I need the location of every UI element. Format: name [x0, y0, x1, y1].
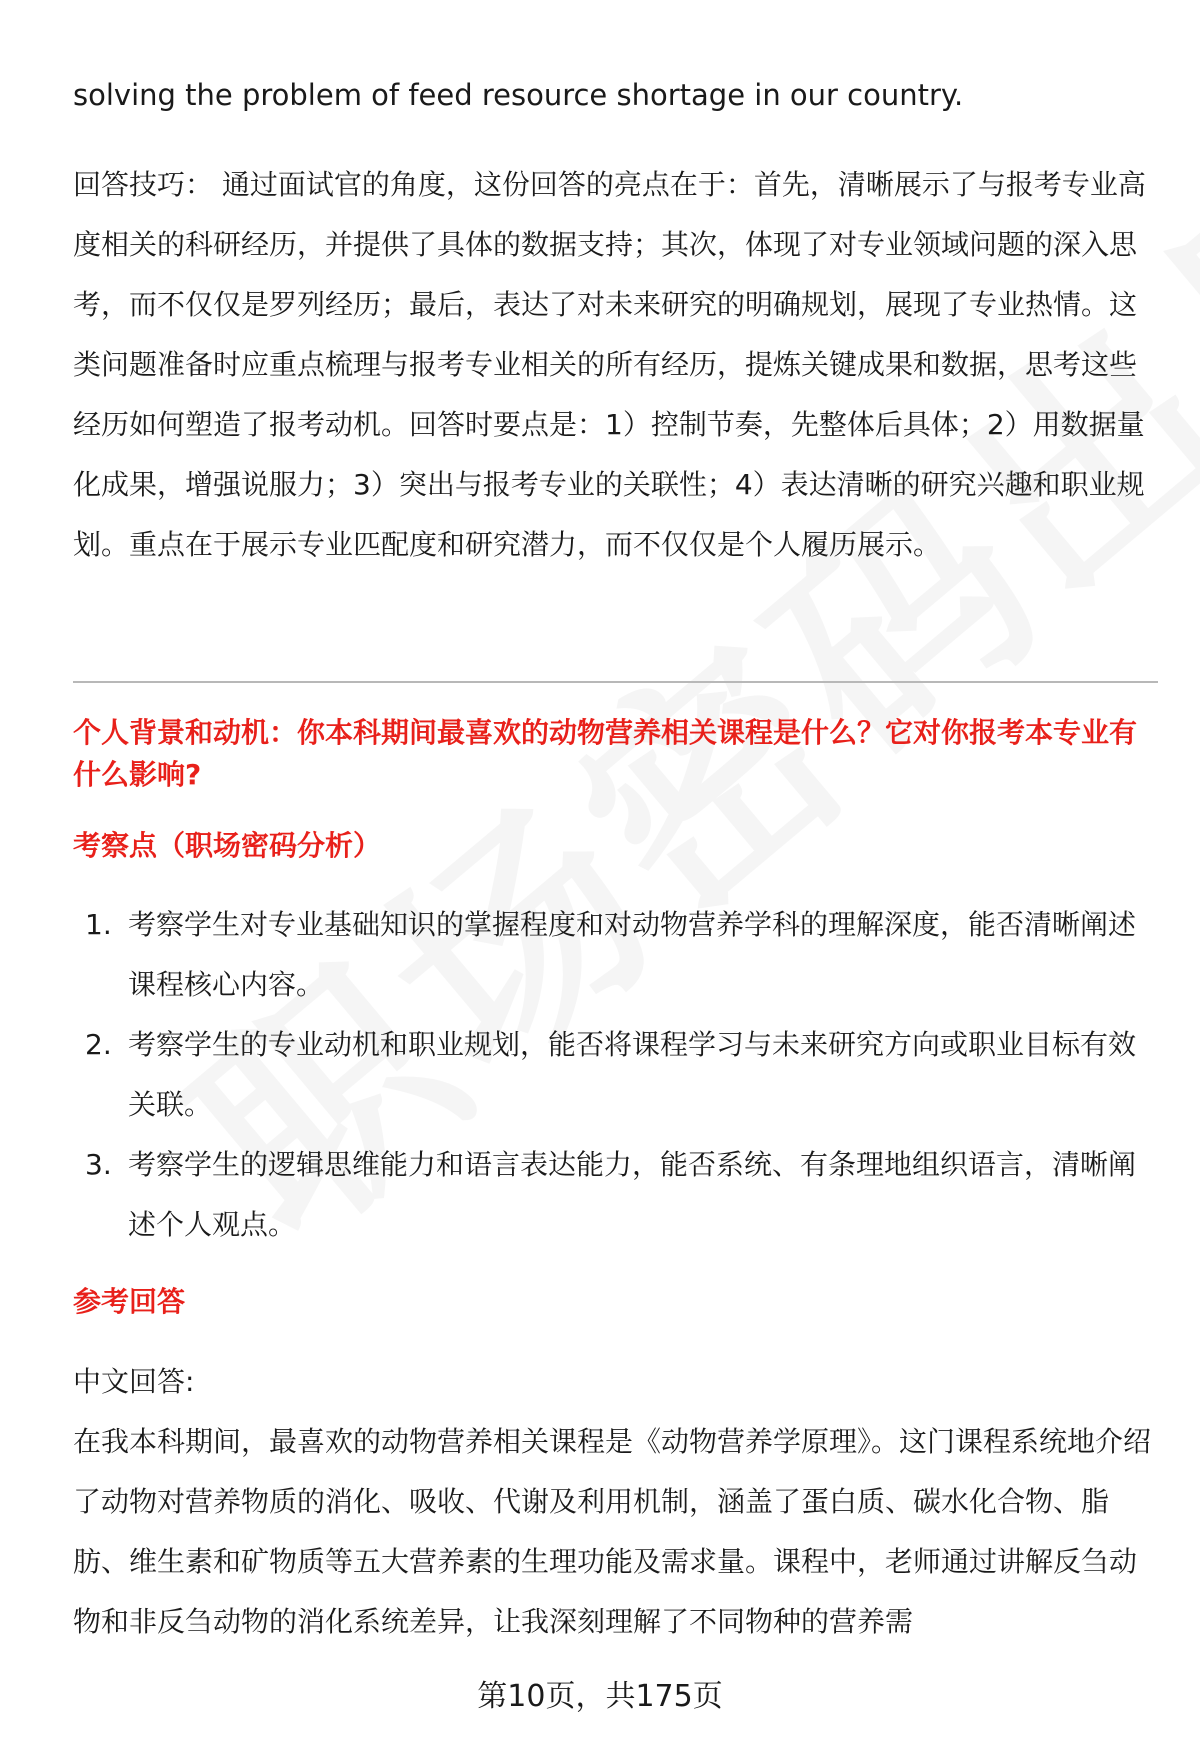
section-divider	[73, 681, 1158, 683]
question-title: 个人背景和动机：你本科期间最喜欢的动物营养相关课程是什么？它对你报考本专业有什么影响?	[73, 716, 1138, 791]
focus-heading: 考察点（职场密码分析）	[73, 829, 382, 862]
list-item-text: 考察学生对专业基础知识的掌握程度和对动物营养学科的理解深度，能否清晰阐述课程核心内容。	[128, 908, 1137, 1001]
list-item	[73, 895, 1158, 1015]
list-item-number: 3.	[85, 1148, 112, 1181]
list-item-number: 1.	[85, 908, 112, 941]
focus-points-list	[73, 895, 1158, 1255]
list-item	[73, 1135, 1158, 1255]
list-item-text: 考察学生的专业动机和职业规划，能否将课程学习与未来研究方向或职业目标有效关联。	[128, 1028, 1137, 1121]
list-item-number: 2.	[85, 1028, 112, 1061]
chinese-answer-text: 在我本科期间，最喜欢的动物营养相关课程是《动物营养学原理》。这门课程系统地介绍了动物对营养物质的消化、吸收、代谢及利用机制，涵盖了蛋白质、碳水化合物、脂肪、维生素和矿物质等五大营养素的生理功能及需求量。课程中，老师通过讲解反刍动物和非反刍动物的消化系统差异，让我深刻理解了不同物种的营养需	[73, 1425, 1152, 1638]
continued-english-text: solving the problem of feed resource shortage in our country.	[73, 78, 964, 112]
chinese-answer-label: 中文回答:	[73, 1365, 195, 1398]
page-number-footer: 第10页，共175页	[477, 1679, 723, 1714]
list-item-text: 考察学生的逻辑思维能力和语言表达能力，能否系统、有条理地组织语言，清晰阐述个人观点。	[128, 1148, 1137, 1241]
answer-tip-paragraph: 回答技巧： 通过面试官的角度，这份回答的亮点在于：首先，清晰展示了与报考专业高度相关的科研经历，并提供了具体的数据支持；其次，体现了对专业领域问题的深入思考，而不仅仅是罗列经历；最后，表达了对未来研究的明确规划，展现了专业热情。这类问题准备时应重点梳理与报考专业相关的所有经历，提炼关键成果和数据，思考这些经历如何塑造了报考动机。回答时要点是：1）控制节奏，先整体后具体；2）用数据量化成果，增强说服力；3）突出与报考专业的关联性；4）表达清晰的研究兴趣和职业规划。重点在于展示专业匹配度和研究潜力，而不仅仅是个人履历展示。	[73, 168, 1146, 561]
list-item	[73, 1015, 1158, 1135]
reference-answer-heading: 参考回答	[73, 1285, 186, 1318]
